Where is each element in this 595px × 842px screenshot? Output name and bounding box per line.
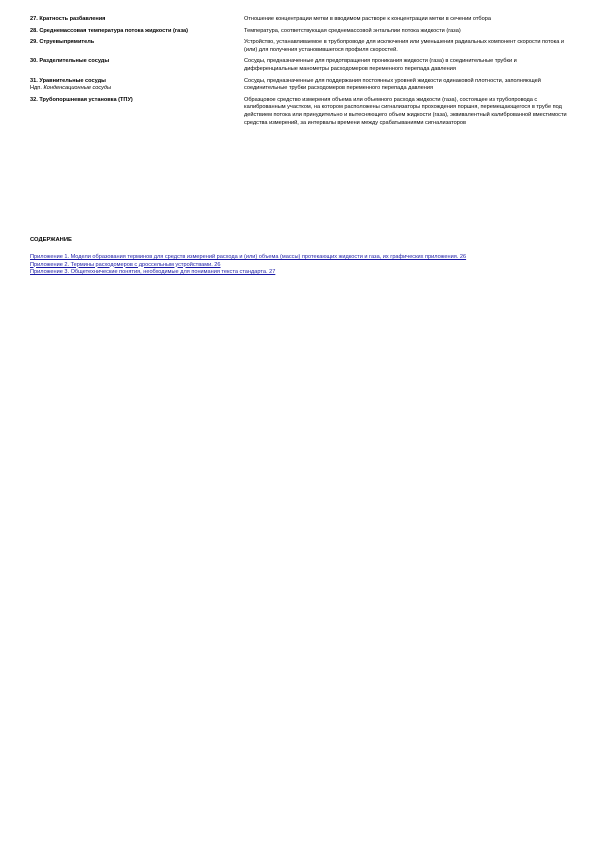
term-name — [30, 78, 244, 93]
deprecated-term: Конденсационные сосуды — [43, 85, 112, 92]
term-title: 31. Уравнительные сосуды — [30, 77, 106, 84]
term-title: 32. Трубопоршневая установка (ТПУ) — [30, 96, 133, 103]
term-definition: Температура, соответствующая среднемассовой энтальпии потока жидкости (газа) — [244, 27, 461, 34]
term-row — [30, 97, 570, 127]
term-title: 30. Разделительные сосуды — [30, 58, 110, 65]
toc-links — [30, 254, 570, 277]
table-of-contents — [30, 236, 570, 277]
term-row — [30, 28, 570, 36]
term-definition: Образцовое средство измерения объема или объемного расхода жидкости (газа), состоящее из трубопровода с калиброванным участком, на котором расположены сигнализаторы прохождения поршня, перемещающегося в трубе под действием потока или принудительно и вытесняющего объем жидкости (газа), эквивалентный калиброванной вместимости средства измерений, за интервалы времени между срабатываниями сигнализаторов — [244, 96, 567, 126]
term-definition: Отношение концентрации метки в вводимом растворе к концентрации метки в сечении отбора — [244, 16, 491, 22]
term-name — [30, 28, 244, 36]
term-row — [30, 78, 570, 93]
term-name — [30, 39, 244, 54]
term-row — [30, 39, 570, 54]
toc-link-appendix-3[interactable]: Приложение 3. Общетехнические понятия, необходимые для понимания текста стандарта. 27 — [30, 269, 276, 276]
deprecated-prefix: Ндп. — [30, 85, 42, 92]
toc-title: СОДЕРЖАНИЕ — [30, 237, 72, 243]
toc-link-appendix-1[interactable]: Приложение 1. Модели образования терминов для средств измерений расхода и (или) объема (массы) протекающих жидкости и газа, их графических приложения. 26 — [30, 254, 467, 260]
term-definition: Устройство, устанавливаемое в трубопроводе для исключения или уменьшения радиальных компонент скорости потока и (или) для получения установившегося профиля скоростей. — [244, 39, 564, 53]
term-row — [30, 58, 570, 73]
term-title: 28. Среднемассовая температура потока жидкости (газа) — [30, 27, 189, 34]
term-definition: Сосуды, предназначенные для предотвращения проникания жидкости (газа) в соединительные трубки и дифференциальные манометры расходомеров переменного перепада давления — [244, 58, 517, 72]
term-row — [30, 16, 570, 24]
term-deprecated-synonym — [30, 85, 240, 93]
term-name — [30, 97, 244, 127]
term-name — [30, 16, 244, 24]
term-definition: Сосуды, предназначенные для поддержания постоянных уровней жидкости одинаковой плотности, заполняющей соединительные трубки расходомеров переменного перепада давления — [244, 77, 541, 92]
terms-table — [30, 16, 570, 131]
toc-link-appendix-2[interactable]: Приложение 2. Термины расходомеров с дроссельным устройствами. 26 — [30, 261, 221, 268]
term-title: 27. Кратность разбавления — [30, 16, 106, 22]
term-title: 29. Струевыпрямитель — [30, 39, 95, 46]
term-name — [30, 58, 244, 73]
